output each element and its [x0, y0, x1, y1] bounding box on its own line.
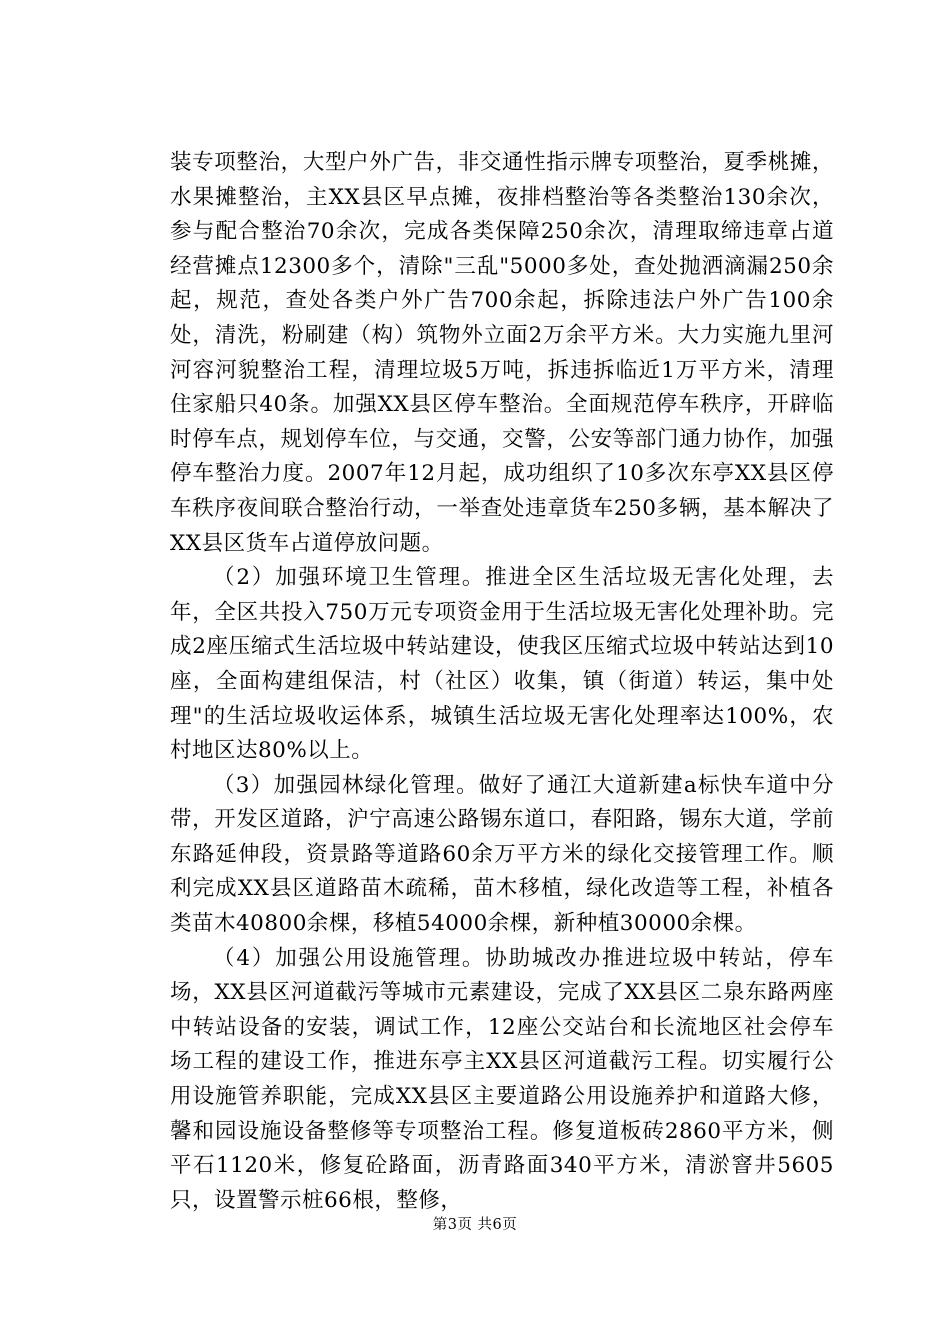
document-body	[170, 146, 834, 1218]
paragraph-1: 装专项整治，大型户外广告，非交通性指示牌专项整治，夏季桃摊，水果摊整治，主XX县区早点摊，夜排档整治等各类整治130余次，参与配合整治70余次，完成各类保障250余次，清理取缔违章占道经营摊点12300多个，清除"三乱"5000多处，查处抛洒滴漏250余起，规范，查处各类户外广告700余起，拆除违法户外广告100余处，清洗，粉刷建（构）筑物外立面2万余平方米。大力实施九里河河容河貌整治工程，清理垃圾5万吨，拆违拆临近1万平方米，清理住家船只40条。加强XX县区停车整治。全面规范停车秩序，开辟临时停车点，规划停车位，与交通，交警，公安等部门通力协作，加强停车整治力度。2007年12月起，成功组织了10多次东亭XX县区停车秩序夜间联合整治行动，一举查处违章货车250多辆，基本解决了XX县区货车占道停放问题。	[170, 150, 834, 556]
paragraph-4: （4）加强公用设施管理。协助城改办推进垃圾中转站，停车场，XX县区河道截污等城市元素建设，完成了XX县区二泉东路两座中转站设备的安装，调试工作，12座公交站台和长流地区社会停车场工程的建设工作，推进东亭主XX县区河道截污工程。切实履行公用设施管养职能，完成XX县区主要道路公用设施养护和道路大修，馨和园设施设备整修等专项整治工程。修复道板砖2860平方米，侧平石1120米，修复砼路面，沥青路面340平方米，清淤窨井5605只，设置警示桩66根，整修，	[170, 945, 834, 1213]
paragraph-2: （2）加强环境卫生管理。推进全区生活垃圾无害化处理，去年，全区共投入750万元专项资金用于生活垃圾无害化处理补助。完成2座压缩式生活垃圾中转站建设，使我区压缩式垃圾中转站达到10座，全面构建组保洁，村（社区）收集，镇（街道）转运，集中处理"的生活垃圾收运体系，城镇生活垃圾无害化处理率达100%，农村地区达80%以上。	[170, 565, 834, 764]
paragraph-3: （3）加强园林绿化管理。做好了通江大道新建a标快车道中分带，开发区道路，沪宁高速公路锡东道口，春阳路，锡东大道，学前东路延伸段，资景路等道路60余万平方米的绿化交接管理工作。顺利完成XX县区道路苗木疏稀，苗木移植，绿化改造等工程，补植各类苗木40800余棵，移植54000余棵，新种植30000余棵。	[170, 772, 834, 937]
page-number-footer: 第3页 共6页	[432, 1217, 518, 1233]
